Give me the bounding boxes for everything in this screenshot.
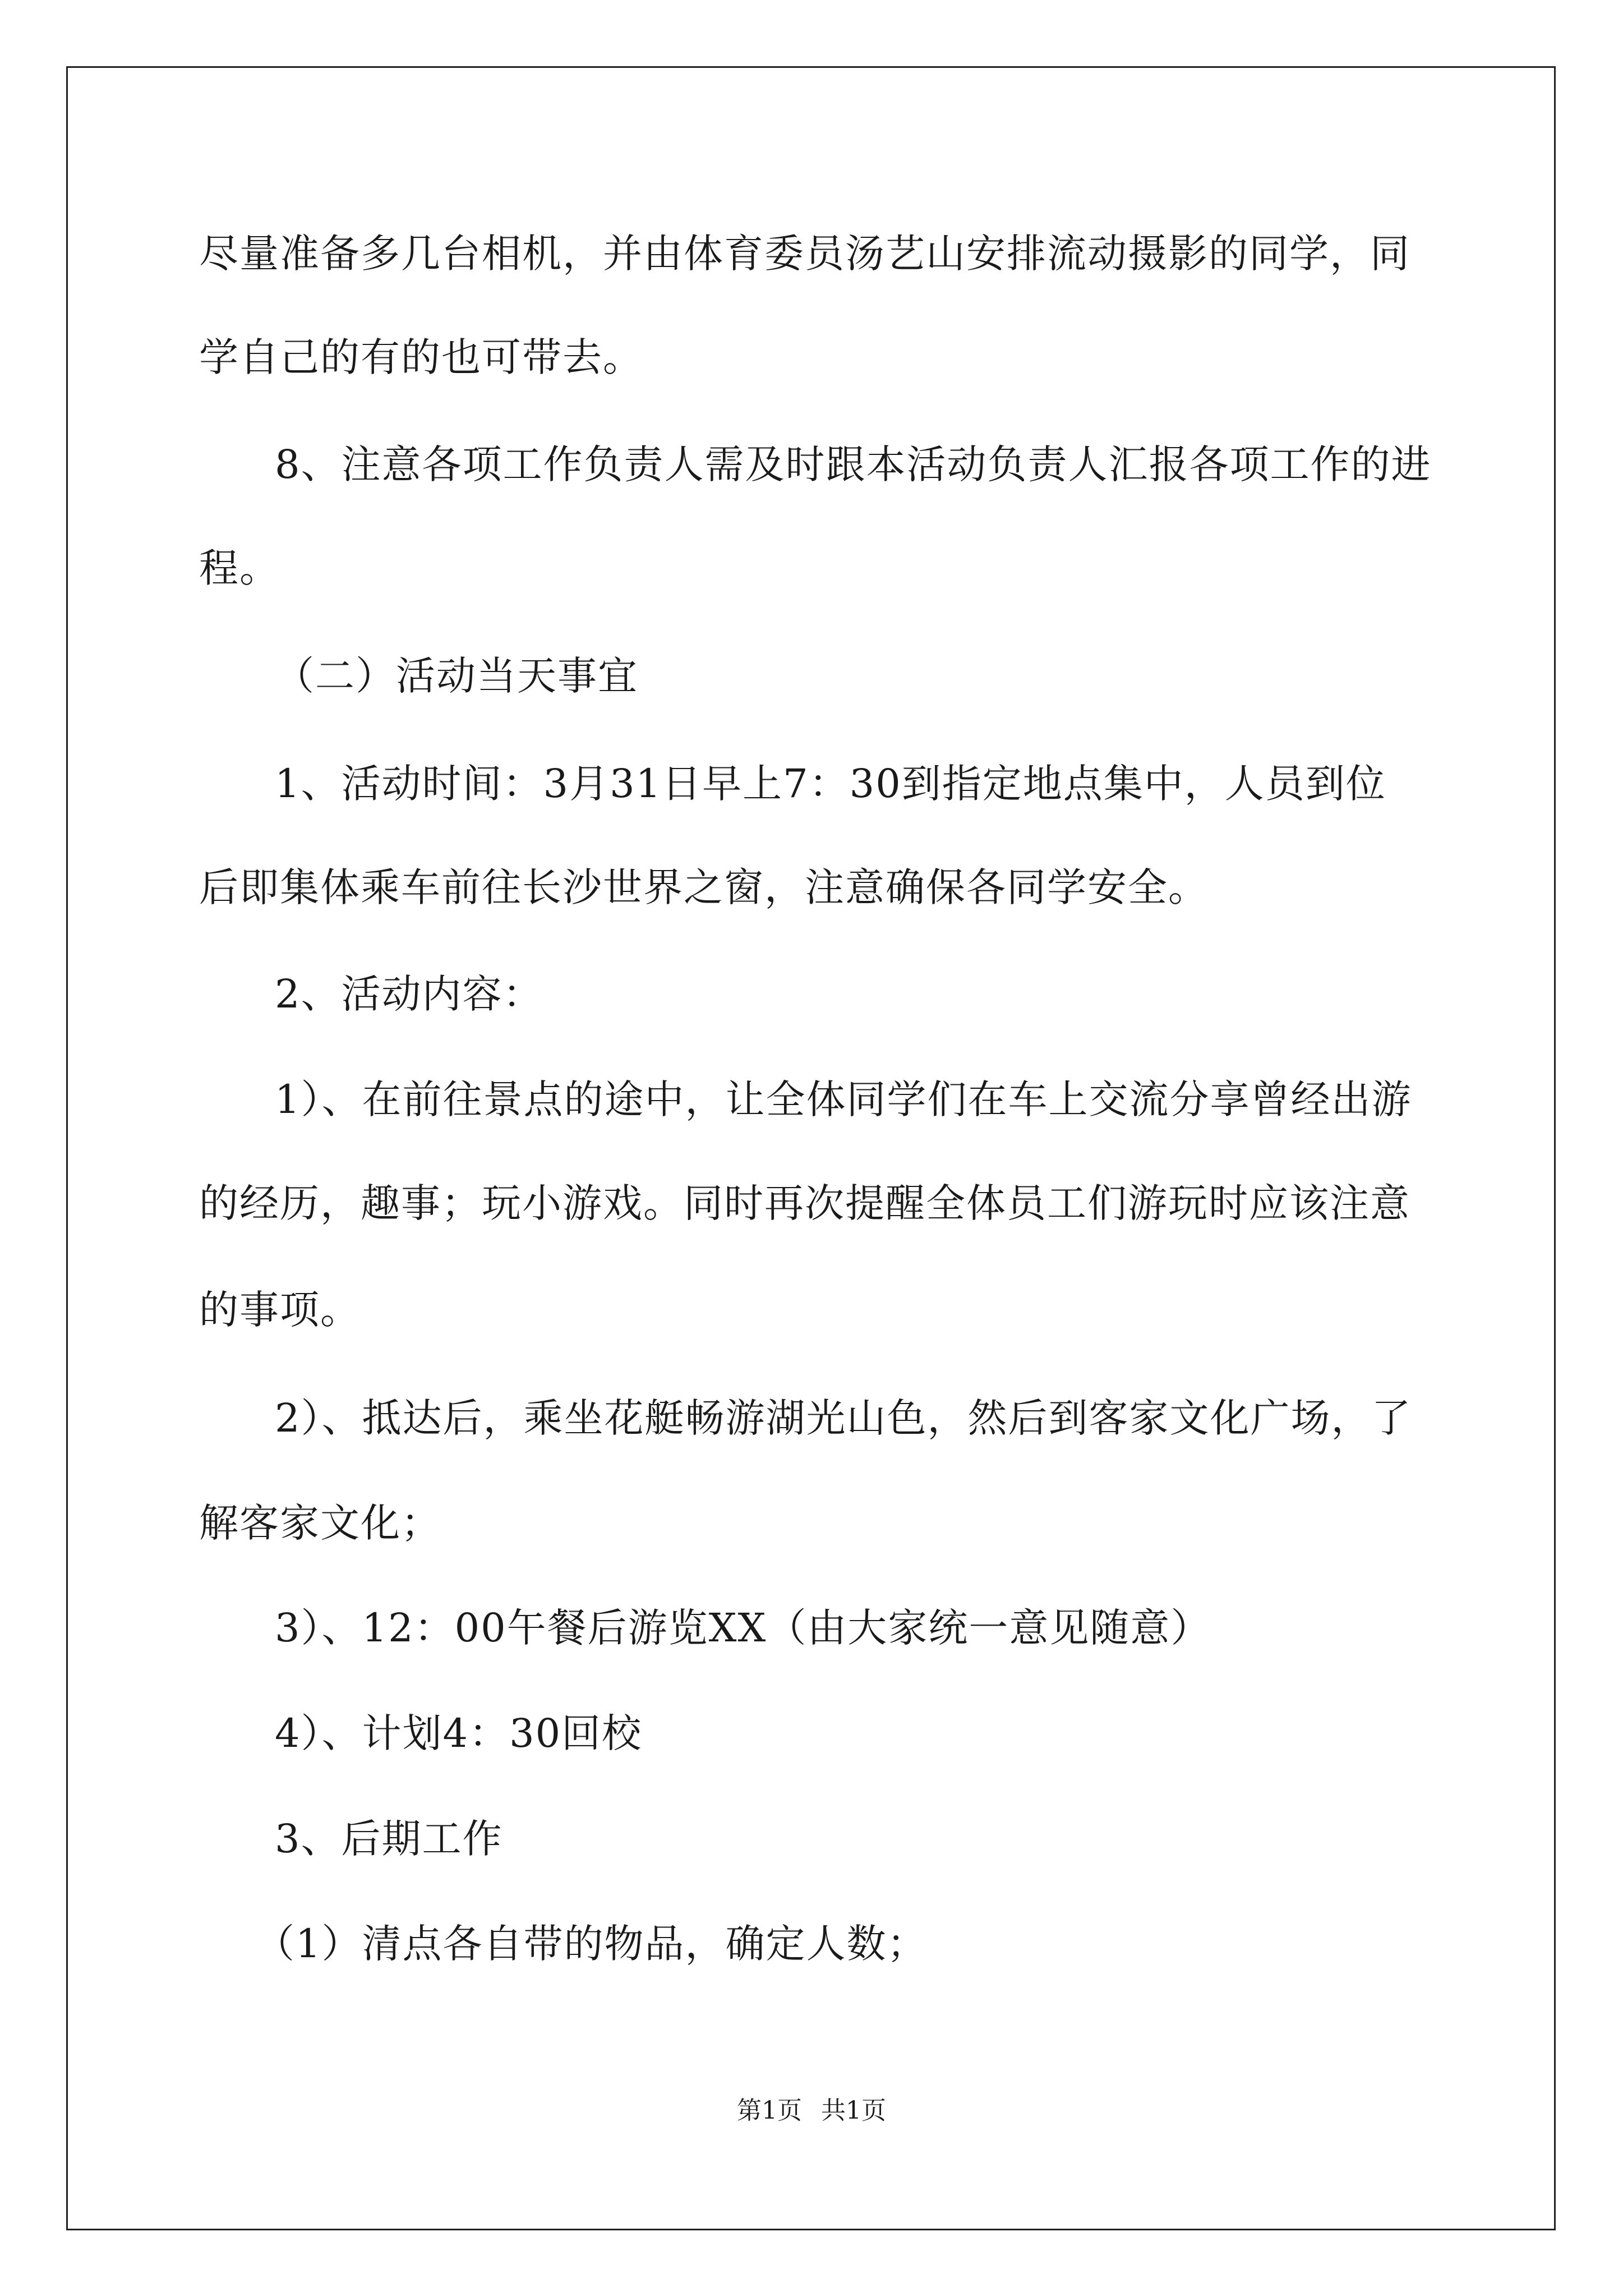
text-line: 的事项。: [199, 1287, 361, 1333]
text-line: 3）、12：00午餐后游览XX（由大家统一意见随意）: [275, 1605, 1211, 1651]
text-line: 2、活动内容：: [275, 971, 543, 1017]
page-border: [66, 66, 1556, 2230]
text-line: （1）清点各自带的物品，确定人数；: [255, 1921, 928, 1967]
page-total: 共1页: [821, 2096, 886, 2125]
text-line: 解客家文化；: [199, 1500, 441, 1546]
text-line: 程。: [199, 545, 280, 591]
text-line: 尽量准备多几台相机，并由体育委员汤艺山安排流动摄影的同学，同: [199, 231, 1410, 277]
page-footer: [0, 2094, 1623, 2128]
text-line: 后即集体乘车前往长沙世界之窗，注意确保各同学安全。: [199, 864, 1209, 910]
text-line: 1、活动时间：3月31日早上7：30到指定地点集中，人员到位: [275, 761, 1386, 807]
text-line: 的经历，趣事；玩小游戏。同时再次提醒全体员工们游玩时应该注意: [199, 1180, 1410, 1226]
section-heading: （二）活动当天事宜: [275, 653, 638, 699]
text-line: 8、注意各项工作负责人需及时跟本活动负责人汇报各项工作的进: [275, 441, 1432, 487]
text-line: 4）、计划4：30回校: [275, 1710, 643, 1756]
text-line: 2）、抵达后，乘坐花艇畅游湖光山色，然后到客家文化广场，了: [275, 1395, 1412, 1441]
text-line: 学自己的有的也可带去。: [199, 334, 643, 380]
text-line: 3、后期工作: [275, 1816, 503, 1862]
text-line: 1）、在前往景点的途中，让全体同学们在车上交流分享曾经出游: [275, 1076, 1412, 1122]
page-number: 第1页: [737, 2096, 802, 2125]
